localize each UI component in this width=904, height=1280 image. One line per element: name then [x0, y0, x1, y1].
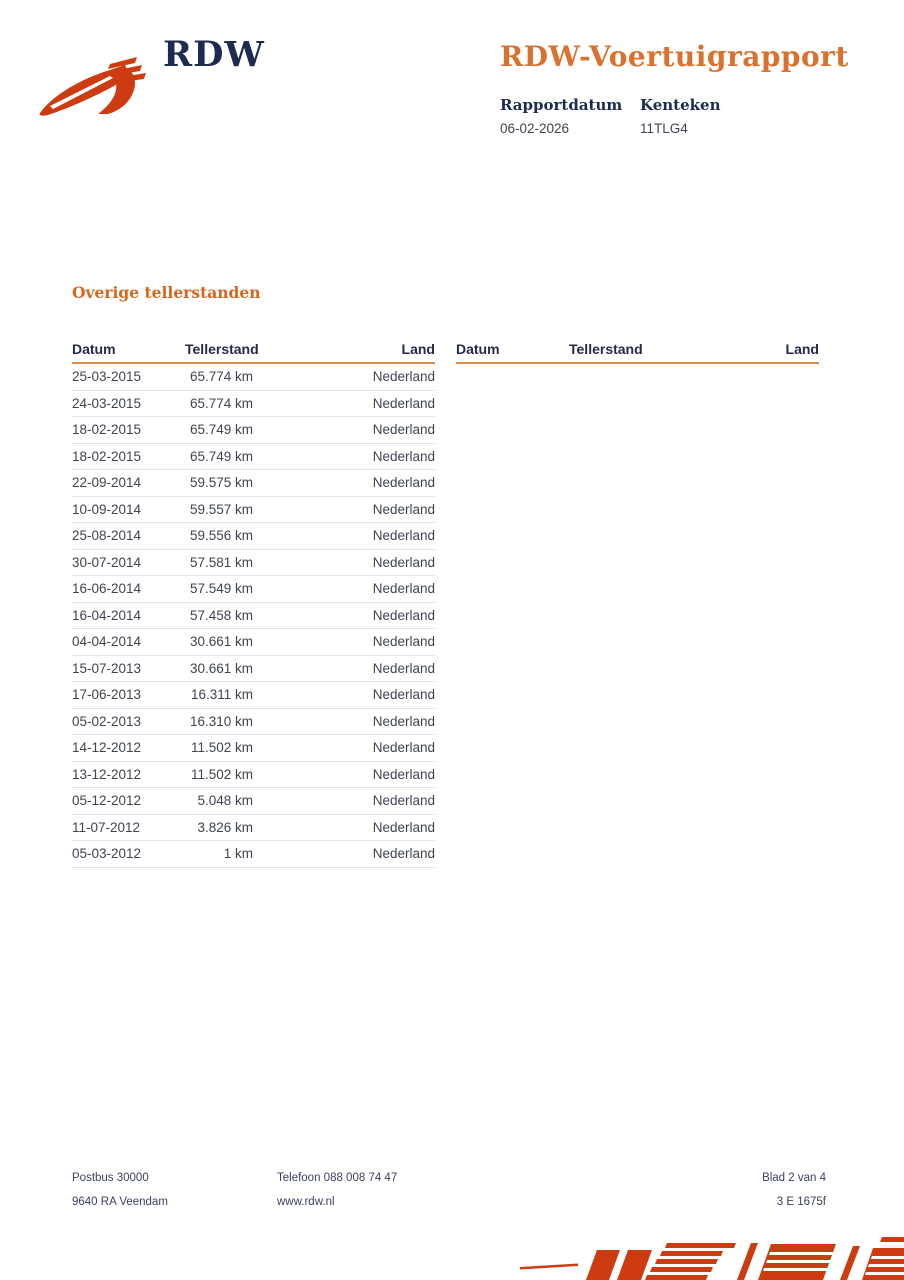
table-row — [72, 496, 435, 523]
date-cell: 05-02-2013 — [72, 708, 185, 735]
odometer-cell: 57.581 km — [185, 549, 253, 576]
country-cell: Nederland — [253, 655, 435, 682]
footer-contact — [277, 1172, 397, 1208]
table-row — [72, 549, 435, 576]
table-row — [72, 417, 435, 444]
rapportdatum-field — [500, 96, 640, 136]
table-row — [72, 655, 435, 682]
country-cell: Nederland — [253, 602, 435, 629]
report-meta — [500, 96, 780, 136]
footer-page-indicator: Blad 2 van 4 — [762, 1172, 826, 1184]
odometer-cell: 11.502 km — [185, 735, 253, 762]
odometer-table-right — [456, 341, 819, 868]
table-header-row — [456, 341, 819, 363]
table-row — [72, 814, 435, 841]
country-cell: Nederland — [253, 629, 435, 656]
odometer-rows-left — [72, 363, 435, 867]
odometer-cell: 65.749 km — [185, 417, 253, 444]
country-cell: Nederland — [253, 814, 435, 841]
date-cell: 16-04-2014 — [72, 602, 185, 629]
odometer-cell: 57.458 km — [185, 602, 253, 629]
country-cell: Nederland — [253, 682, 435, 709]
table-row — [72, 735, 435, 762]
odometer-cell: 16.311 km — [185, 682, 253, 709]
footer-address — [72, 1172, 168, 1208]
country-cell: Nederland — [253, 390, 435, 417]
table-row — [72, 443, 435, 470]
date-cell: 16-06-2014 — [72, 576, 185, 603]
column-header-tellerstand: Tellerstand — [185, 341, 253, 363]
odometer-cell: 16.310 km — [185, 708, 253, 735]
kenteken-field — [640, 96, 780, 136]
footer-form-code: 3 E 1675f — [776, 1196, 826, 1208]
odometer-cell: 59.557 km — [185, 496, 253, 523]
odometer-cell: 3.826 km — [185, 814, 253, 841]
rdw-stripes-graphic-icon — [500, 1230, 904, 1280]
table-row — [72, 602, 435, 629]
footer-pagination — [762, 1172, 826, 1208]
rdw-wing-logo-icon — [34, 52, 158, 122]
country-cell: Nederland — [253, 761, 435, 788]
odometer-cell: 65.774 km — [185, 363, 253, 390]
kenteken-value: 11TLG4 — [640, 121, 688, 136]
table-header-row — [72, 341, 435, 363]
footer-postbus: Postbus 30000 — [72, 1172, 149, 1184]
column-header-datum: Datum — [72, 341, 185, 363]
table-row — [72, 682, 435, 709]
table-row — [72, 761, 435, 788]
table-row — [72, 523, 435, 550]
date-cell: 30-07-2014 — [72, 549, 185, 576]
date-cell: 17-06-2013 — [72, 682, 185, 709]
column-header-land: Land — [637, 341, 819, 363]
country-cell: Nederland — [253, 443, 435, 470]
column-header-datum: Datum — [456, 341, 569, 363]
date-cell: 11-07-2012 — [72, 814, 185, 841]
footer-city: 9640 RA Veendam — [72, 1196, 168, 1208]
date-cell: 10-09-2014 — [72, 496, 185, 523]
odometer-cell: 5.048 km — [185, 788, 253, 815]
odometer-cell: 65.774 km — [185, 390, 253, 417]
country-cell: Nederland — [253, 708, 435, 735]
date-cell: 18-02-2015 — [72, 443, 185, 470]
odometer-cell: 65.749 km — [185, 443, 253, 470]
table-row — [72, 841, 435, 868]
odometer-table-left — [72, 341, 435, 868]
country-cell: Nederland — [253, 841, 435, 868]
date-cell: 04-04-2014 — [72, 629, 185, 656]
date-cell: 14-12-2012 — [72, 735, 185, 762]
column-header-tellerstand: Tellerstand — [569, 341, 637, 363]
date-cell: 25-08-2014 — [72, 523, 185, 550]
country-cell: Nederland — [253, 523, 435, 550]
odometer-cell: 59.556 km — [185, 523, 253, 550]
page-title: RDW-Voertuigrapport — [500, 40, 849, 73]
section-heading-overige-tellerstanden: Overige tellerstanden — [72, 283, 261, 302]
rapportdatum-label: Rapportdatum — [500, 96, 623, 114]
table-row — [72, 708, 435, 735]
odometer-cell: 30.661 km — [185, 629, 253, 656]
table-row — [72, 363, 435, 390]
country-cell: Nederland — [253, 735, 435, 762]
table-row — [72, 629, 435, 656]
rapportdatum-value: 06-02-2026 — [500, 121, 570, 136]
column-header-land: Land — [253, 341, 435, 363]
odometer-cell: 30.661 km — [185, 655, 253, 682]
footer-website: www.rdw.nl — [277, 1196, 335, 1208]
odometer-cell: 1 km — [185, 841, 253, 868]
date-cell: 18-02-2015 — [72, 417, 185, 444]
kenteken-label: Kenteken — [640, 96, 721, 114]
footer-phone: Telefoon 088 008 74 47 — [277, 1172, 398, 1184]
country-cell: Nederland — [253, 576, 435, 603]
date-cell: 24-03-2015 — [72, 390, 185, 417]
odometer-cell: 11.502 km — [185, 761, 253, 788]
odometer-cell: 59.575 km — [185, 470, 253, 497]
date-cell: 22-09-2014 — [72, 470, 185, 497]
date-cell: 25-03-2015 — [72, 363, 185, 390]
table-row — [72, 390, 435, 417]
odometer-tables — [72, 341, 819, 868]
rdw-logo-text: RDW — [163, 34, 265, 75]
date-cell: 13-12-2012 — [72, 761, 185, 788]
country-cell: Nederland — [253, 470, 435, 497]
odometer-cell: 57.549 km — [185, 576, 253, 603]
country-cell: Nederland — [253, 788, 435, 815]
date-cell: 15-07-2013 — [72, 655, 185, 682]
table-row — [72, 576, 435, 603]
table-row — [72, 788, 435, 815]
date-cell: 05-03-2012 — [72, 841, 185, 868]
country-cell: Nederland — [253, 417, 435, 444]
country-cell: Nederland — [253, 549, 435, 576]
date-cell: 05-12-2012 — [72, 788, 185, 815]
country-cell: Nederland — [253, 496, 435, 523]
odometer-rows-right — [456, 363, 819, 867]
country-cell: Nederland — [253, 363, 435, 390]
table-row — [72, 470, 435, 497]
